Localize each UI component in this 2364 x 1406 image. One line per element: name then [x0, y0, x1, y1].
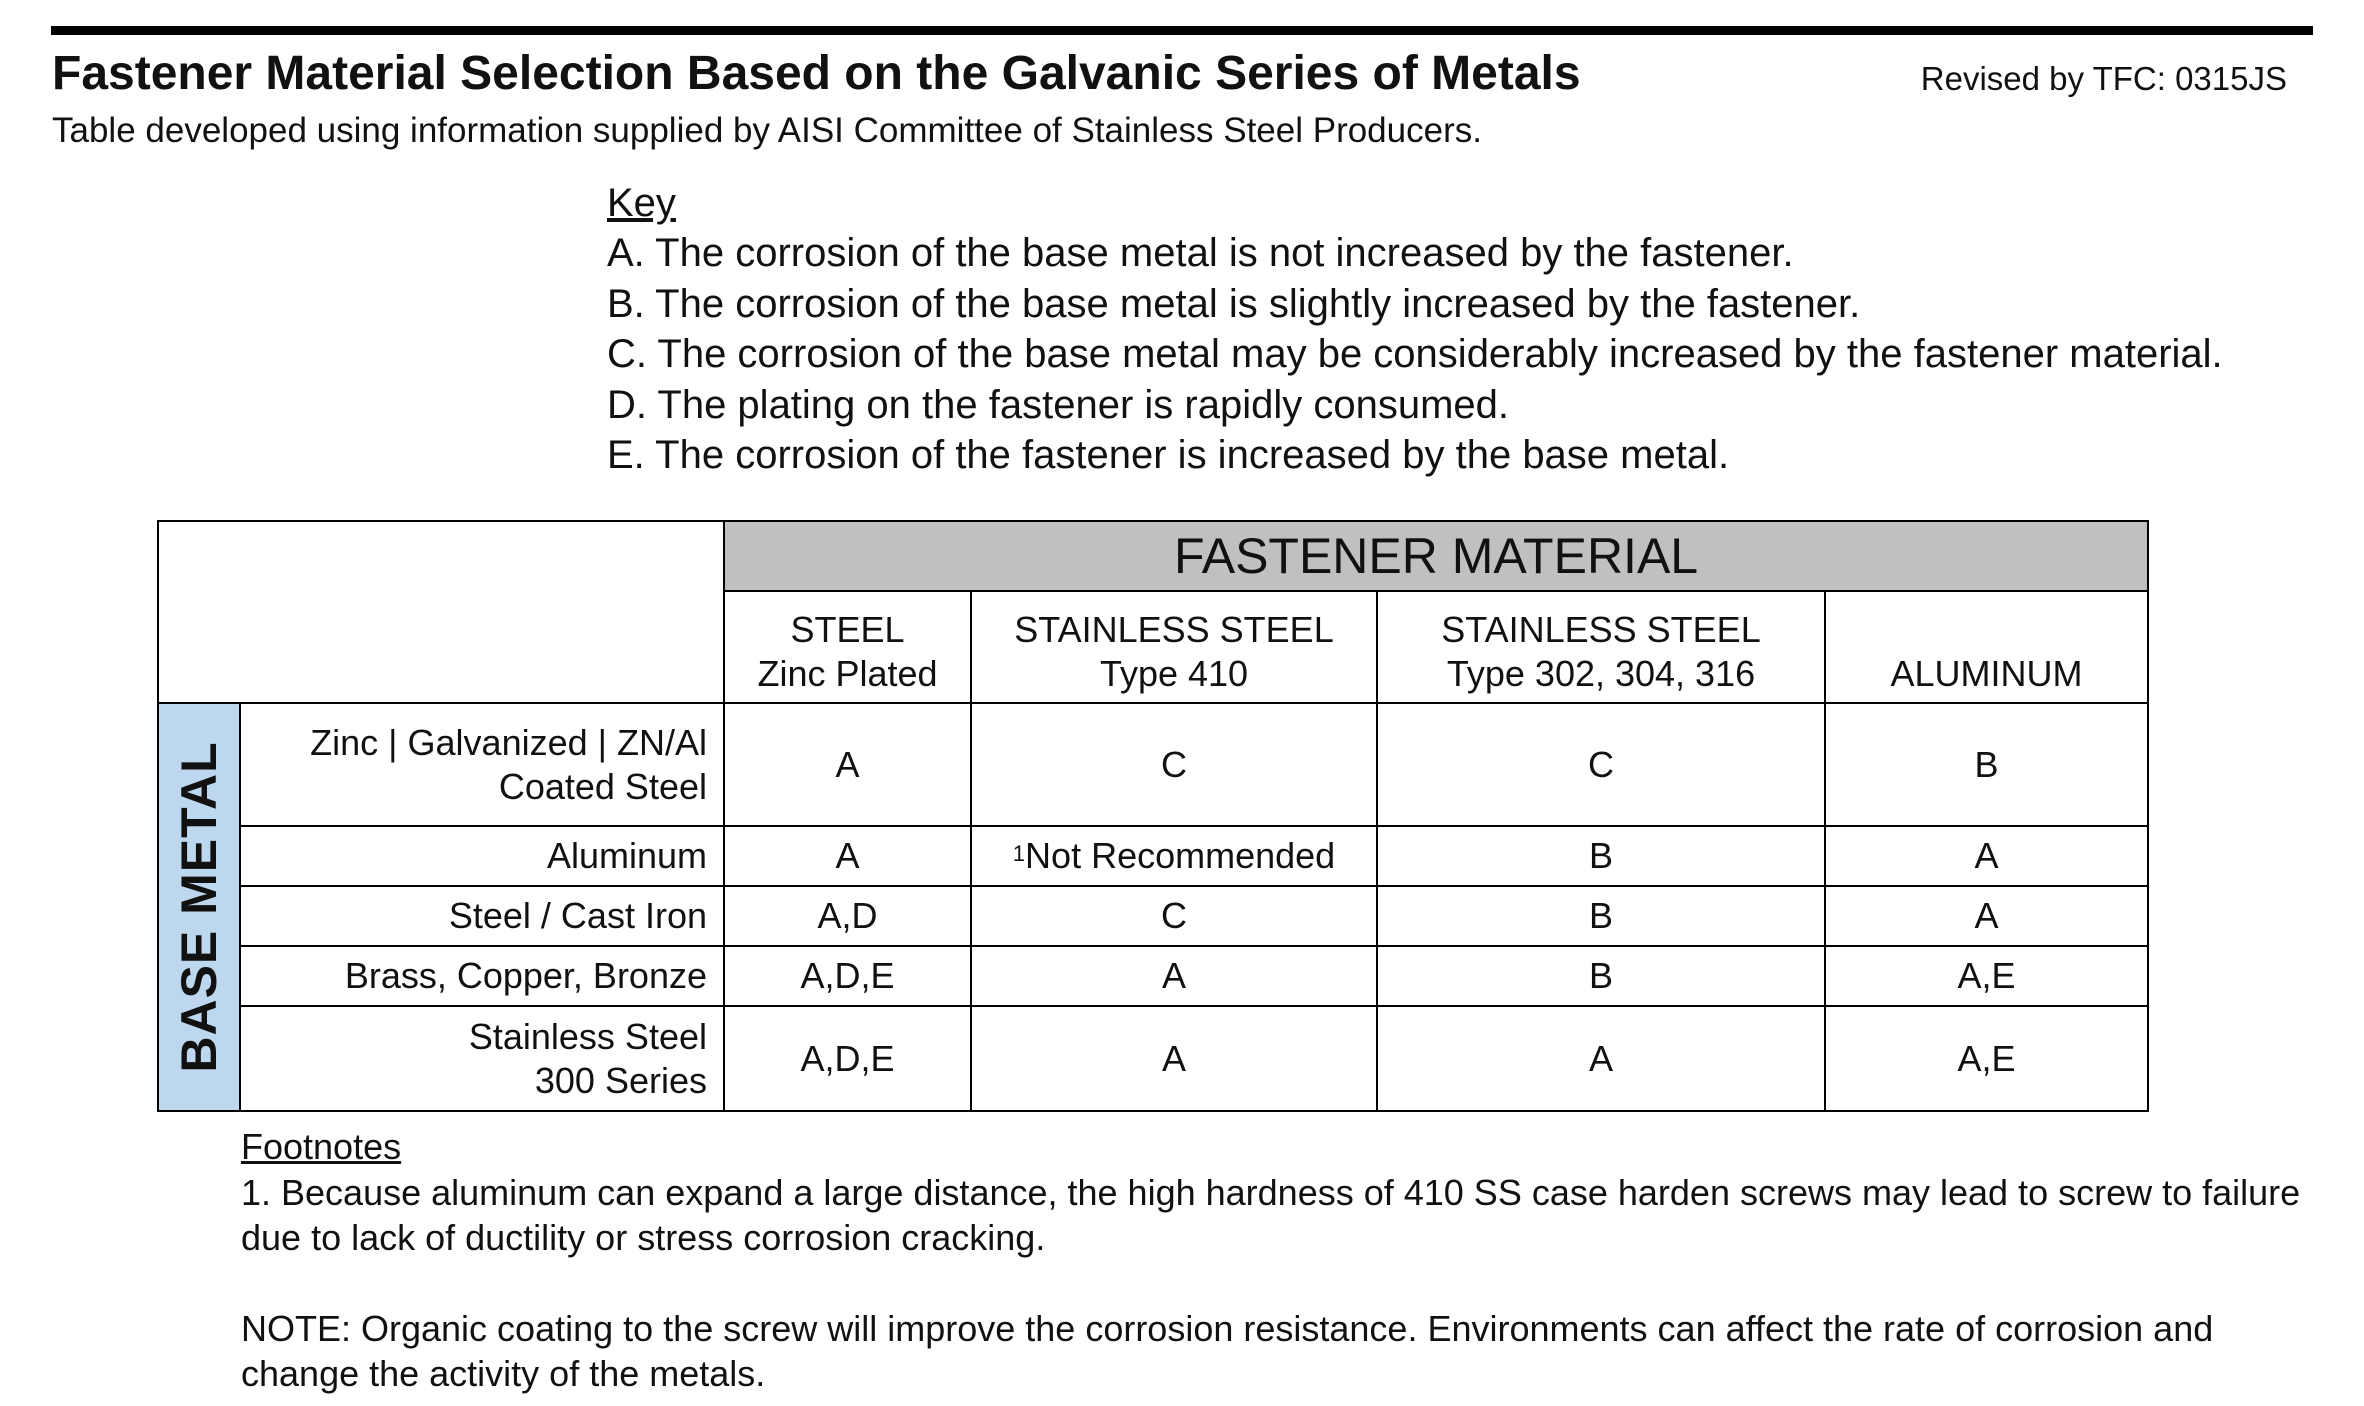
table-row — [158, 703, 2148, 826]
row-label-line: 300 Series — [534, 1059, 707, 1101]
fastener-material-header: FASTENER MATERIAL — [724, 521, 2148, 591]
table-cell: C — [1377, 703, 1825, 826]
row-label-stainless — [240, 1006, 724, 1111]
row-label-line: Stainless Steel — [468, 1015, 707, 1057]
table-corner — [158, 521, 724, 703]
column-header-line: STAINLESS STEEL — [1441, 609, 1761, 650]
row-label-line: Steel / Cast Iron — [448, 895, 707, 936]
table-cell: A — [971, 1006, 1377, 1111]
page-subtitle: Table developed using information supplied by AISI Committee of Stainless Steel Producers. — [52, 111, 1482, 150]
page-title: Fastener Material Selection Based on the Galvanic Series of Metals — [52, 47, 1581, 100]
key-heading: Key — [607, 181, 676, 225]
table-cell: C — [971, 703, 1377, 826]
footnote-marker: 1 — [1012, 841, 1026, 866]
galvanic-table — [157, 520, 2149, 1112]
table-row — [158, 886, 2148, 946]
column-header-line: Type 410 — [1099, 653, 1249, 694]
column-header-line: STAINLESS STEEL — [1014, 609, 1334, 650]
row-label-line: Brass, Copper, Bronze — [344, 955, 707, 996]
column-header-aluminum — [1825, 591, 2148, 703]
table-cell: B — [1377, 946, 1825, 1006]
key-item-e: E. The corrosion of the fastener is increased by the base metal. — [607, 433, 1730, 478]
footnotes-heading: Footnotes — [241, 1126, 402, 1167]
table-cell: A,E — [1825, 1006, 2148, 1111]
column-header-steel-zinc — [724, 591, 971, 703]
row-label-line: Zinc | Galvanized | ZN/Al — [310, 721, 707, 763]
key-item-b: B. The corrosion of the base metal is slightly increased by the fastener. — [607, 281, 1861, 326]
table-cell: A — [724, 703, 971, 826]
column-header-line: ALUMINUM — [1890, 653, 2083, 694]
key-item-a: A. The corrosion of the base metal is not increased by the fastener. — [607, 231, 1794, 276]
base-metal-header — [158, 703, 240, 1111]
table-cell: A,D,E — [724, 946, 971, 1006]
table-cell: B — [1825, 703, 2148, 826]
footnotes-section — [241, 1124, 2321, 1397]
table-cell: A,E — [1825, 946, 2148, 1006]
top-rule — [51, 26, 2313, 35]
row-label-line: Aluminum — [546, 835, 707, 876]
column-header-line: Zinc Plated — [757, 653, 938, 694]
table-cell: A — [1825, 826, 2148, 886]
table-cell: A — [1825, 886, 2148, 946]
table-cell: A — [1377, 1006, 1825, 1111]
row-label-aluminum — [240, 826, 724, 886]
row-label-zinc — [240, 703, 724, 826]
key-section — [607, 178, 2223, 480]
table-cell: A,D — [724, 886, 971, 946]
table-row — [158, 946, 2148, 1006]
column-header-line: Type 302, 304, 316 — [1446, 653, 1756, 694]
table-cell: C — [971, 886, 1377, 946]
revision-note: Revised by TFC: 0315JS — [1920, 60, 2287, 97]
table-cell: A,D,E — [724, 1006, 971, 1111]
table-cell: A — [724, 826, 971, 886]
column-header-ss-410 — [971, 591, 1377, 703]
table-cell-not-recommended — [971, 826, 1377, 886]
table-row — [158, 1006, 2148, 1111]
row-label-brass — [240, 946, 724, 1006]
column-header-ss-300 — [1377, 591, 1825, 703]
organic-coating-note: NOTE: Organic coating to the screw will improve the corrosion resistance. Environments can affect the rate of corrosion and change the activity of the metals. — [241, 1307, 2214, 1394]
key-item-c: C. The corrosion of the base metal may be considerably increased by the fastener material. — [607, 332, 2223, 377]
table-cell: A — [971, 946, 1377, 1006]
key-item-d: D. The plating on the fastener is rapidly consumed. — [607, 382, 1509, 427]
footnote-1: 1. Because aluminum can expand a large distance, the high hardness of 410 SS case harden screws may lead to screw to failure due to lack of ductility or stress corrosion cracking. — [241, 1171, 2301, 1258]
row-label-steel — [240, 886, 724, 946]
cell-text: Not Recommended — [1025, 835, 1336, 876]
base-metal-label: BASE METAL — [171, 741, 227, 1073]
column-header-line: STEEL — [790, 609, 905, 650]
table-cell: B — [1377, 886, 1825, 946]
table-row — [158, 826, 2148, 886]
row-label-line: Coated Steel — [498, 765, 707, 807]
table-cell: B — [1377, 826, 1825, 886]
